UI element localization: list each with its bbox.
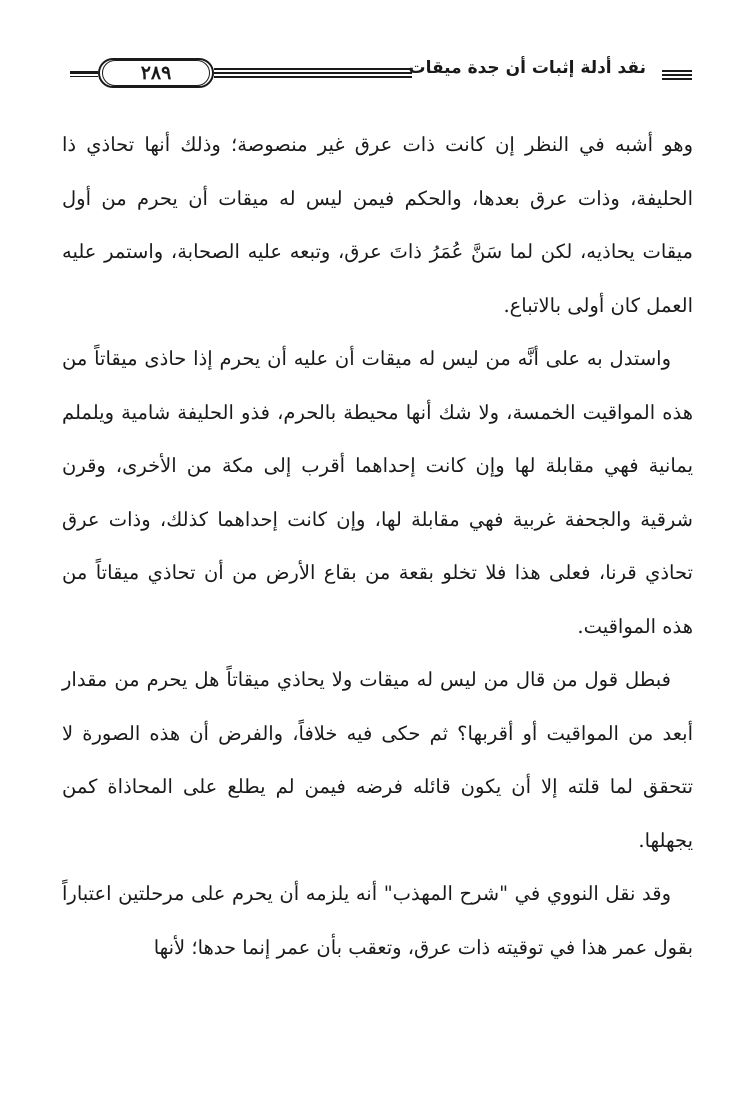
header-rule-left — [70, 71, 98, 77]
header-rule-middle — [214, 68, 412, 80]
page-number: ٢٨٩ — [102, 60, 210, 86]
paragraph-3: فبطل قول من قال من ليس له ميقات ولا يحاذي ميقاتاً هل يحرم من مقدار أبعد من المواقيت أو أقربها؟ ثم حكى فيه خلافاً، والفرض أن هذه الصورة لا تتحقق لما قلته إلا أن يكون قائله فرضه فيمن لم يطلع على المحاذاة كمن يجهلها. — [62, 668, 693, 852]
page-body — [62, 118, 693, 974]
header-rule-right — [662, 70, 692, 82]
page-header — [70, 52, 692, 92]
paragraph-2: واستدل به على أنَّه من ليس له ميقات أن عليه أن يحرم إذا حاذى ميقاتاً من هذه المواقيت الخمسة، ولا شك أنها محيطة بالحرم، فذو الحليفة شامية ويلملم يمانية فهي مقابلة لها وإن كانت إحداهما أقرب إلى مكة من الأخرى، وقرن شرقية والجحفة غربية فهي مقابلة لها، وإن كانت إحداهما كذلك، وذات عرق تحاذي قرنا، فعلى هذا فلا تخلو بقعة من بقاع الأرض من أن تحاذي ميقاتاً من هذه المواقيت. — [62, 347, 693, 638]
running-title: نقد أدلة إثبات أن جدة ميقات — [408, 58, 646, 78]
paragraph-4: وقد نقل النووي في "شرح المهذب" أنه يلزمه أن يحرم على مرحلتين اعتباراً بقول عمر هذا في توقيته ذات عرق، وتعقب بأن عمر إنما حدها؛ لأنها — [62, 882, 693, 959]
paragraph-1: وهو أشبه في النظر إن كانت ذات عرق غير منصوصة؛ وذلك أنها تحاذي ذا الحليفة، وذات عرق بعدها، والحكم فيمن ليس له ميقات أن يحرم من أول ميقات يحاذيه، لكن لما سَنَّ عُمَرُ ذاتَ عرق، وتبعه عليه الصحابة، واستمر عليه العمل كان أولى بالاتباع. — [62, 133, 693, 317]
page-number-frame — [98, 58, 214, 88]
